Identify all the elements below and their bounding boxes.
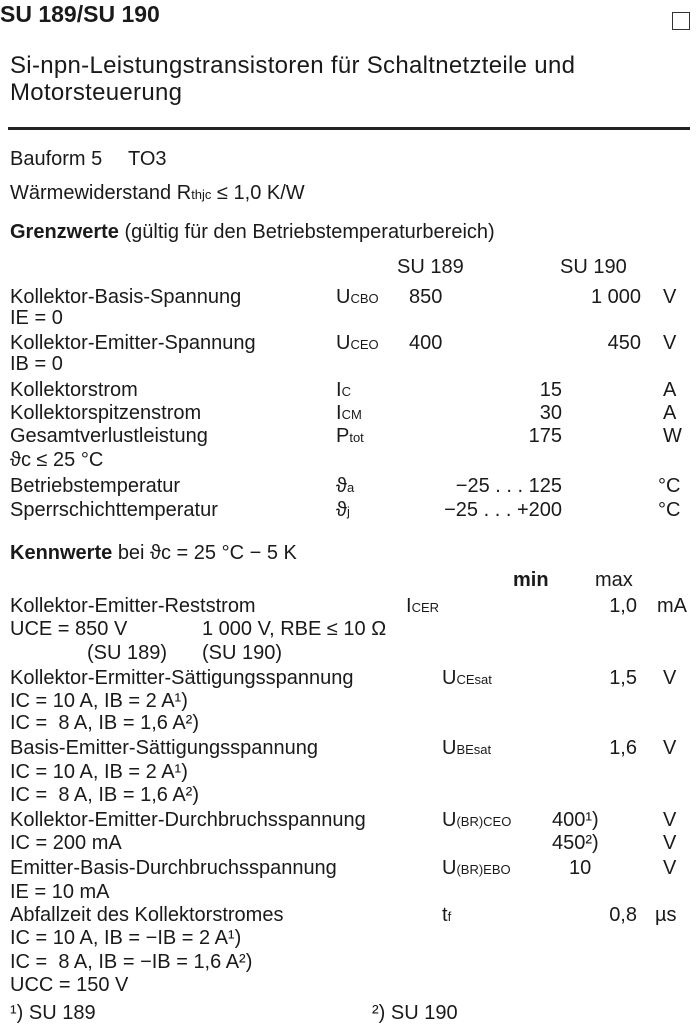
limit-unit: V: [663, 286, 677, 308]
bauform: Bauform 5: [10, 148, 103, 170]
param-symbol: U(BR)CEO: [442, 809, 512, 831]
param-label: Kollektor-Emitter-Reststrom: [10, 595, 256, 617]
param-unit: V: [663, 737, 677, 759]
param-unit: µs: [655, 904, 677, 926]
param-max: 1,5: [609, 667, 637, 689]
limit-symbol: ϑj: [336, 499, 350, 521]
param-min: 10: [569, 857, 592, 879]
limit-symbol: UCEO: [336, 332, 379, 354]
limit-unit: W: [663, 425, 682, 447]
param-label: Basis-Emitter-Sättigungsspannung: [10, 737, 318, 759]
param-condition: IC = 10 A, IB = 2 A¹): [10, 761, 188, 783]
param-symbol: tf: [442, 904, 452, 926]
limit-label: Kollektor-Emitter-Spannung: [10, 332, 256, 354]
checkbox-square: [672, 12, 690, 30]
col-su190: SU 190: [560, 256, 627, 278]
param-condition: 1 000 V, RBE ≤ 10 Ω: [202, 618, 387, 640]
param-symbol: ICER: [406, 595, 440, 617]
param-symbol: UCEsat: [442, 667, 492, 689]
param-symbol: UBEsat: [442, 737, 492, 759]
param-max: 0,8: [609, 904, 637, 926]
limit-label: Sperrschichttemperatur: [10, 499, 218, 521]
param-max: 1,6: [609, 737, 637, 759]
divider: [8, 127, 690, 130]
param-condition: UCC = 150 V: [10, 974, 129, 996]
param-condition: IC = 8 A, IB = −IB = 1,6 A²): [10, 951, 253, 973]
package: TO3: [128, 148, 167, 170]
grenzwerte-heading: Grenzwerte (gültig für den Betriebstemperaturbereich): [10, 221, 495, 243]
page-title: SU 189/SU 190: [0, 1, 160, 27]
limit-value: −25 . . . +200: [444, 499, 562, 521]
param-unit: V: [663, 667, 677, 689]
param-condition: IC = 200 mA: [10, 832, 122, 854]
limit-value: 30: [539, 402, 562, 424]
param-max: 1,0: [609, 595, 637, 617]
param-label: Abfallzeit des Kollektorstromes: [10, 904, 284, 926]
col-min: min: [513, 569, 549, 591]
param-min: 450²): [552, 832, 599, 854]
param-condition: IE = 10 mA: [10, 881, 110, 903]
limit-symbol: IC: [336, 379, 351, 401]
param-unit: V: [663, 809, 677, 831]
limit-value: 175: [528, 425, 562, 447]
param-condition: IC = 10 A, IB = 2 A¹): [10, 690, 188, 712]
limit-value-su190: 450: [607, 332, 641, 354]
limit-label: Betriebstemperatur: [10, 475, 181, 497]
param-symbol: U(BR)EBO: [442, 857, 511, 879]
param-unit: V: [663, 832, 677, 854]
param-min: 400¹): [552, 809, 599, 831]
limit-symbol: UCBO: [336, 286, 379, 308]
limit-condition: ϑc ≤ 25 °C: [10, 449, 104, 471]
param-unit: mA: [657, 595, 687, 617]
limit-value-su190: 1 000: [590, 286, 641, 308]
limit-value: −25 . . . 125: [455, 475, 562, 497]
limit-value-su189: 400: [409, 332, 443, 354]
param-condition: IC = 10 A, IB = −IB = 2 A¹): [10, 927, 242, 949]
limit-label: Kollektorspitzenstrom: [10, 402, 202, 424]
limit-condition: IE = 0: [10, 307, 63, 329]
param-condition: (SU 189): [87, 642, 168, 664]
limit-unit: A: [663, 402, 677, 424]
limit-unit: V: [663, 332, 677, 354]
footnote-1: ¹) SU 189: [10, 1002, 96, 1024]
limit-value-su189: 850: [409, 286, 443, 308]
limit-unit: A: [663, 379, 677, 401]
limit-symbol: ICM: [336, 402, 362, 424]
limit-value: 15: [539, 379, 562, 401]
limit-unit: °C: [658, 499, 681, 521]
param-label: Kollektor-Emitter-Durchbruchsspannung: [10, 809, 366, 831]
subtitle-line-1: Si-npn-Leistungstransistoren für Schaltnetzteile und: [10, 52, 576, 79]
limit-condition: IB = 0: [10, 353, 63, 375]
limit-label: Kollektorstrom: [10, 379, 138, 401]
limit-label: Gesamtverlustleistung: [10, 425, 208, 447]
subtitle-line-2: Motorsteuerung: [10, 79, 183, 106]
param-condition: (SU 190): [202, 642, 283, 664]
limit-symbol: ϑa: [336, 475, 355, 497]
kennwerte-heading: Kennwerte bei ϑc = 25 °C − 5 K: [10, 542, 297, 564]
limit-label: Kollektor-Basis-Spannung: [10, 286, 242, 308]
footnote-2: ²) SU 190: [372, 1002, 458, 1024]
col-su189: SU 189: [397, 256, 464, 278]
param-label: Kollektor-Ermitter-Sättigungsspannung: [10, 667, 354, 689]
limit-symbol: Ptot: [336, 425, 364, 447]
param-condition: UCE = 850 V: [10, 618, 128, 640]
param-label: Emitter-Basis-Durchbruchsspannung: [10, 857, 337, 879]
waermewiderstand: Wärmewiderstand Rthjc ≤ 1,0 K/W: [10, 182, 305, 204]
param-unit: V: [663, 857, 677, 879]
param-condition: IC = 8 A, IB = 1,6 A²): [10, 712, 199, 734]
limit-unit: °C: [658, 475, 681, 497]
col-max: max: [595, 569, 633, 591]
param-condition: IC = 8 A, IB = 1,6 A²): [10, 784, 199, 806]
